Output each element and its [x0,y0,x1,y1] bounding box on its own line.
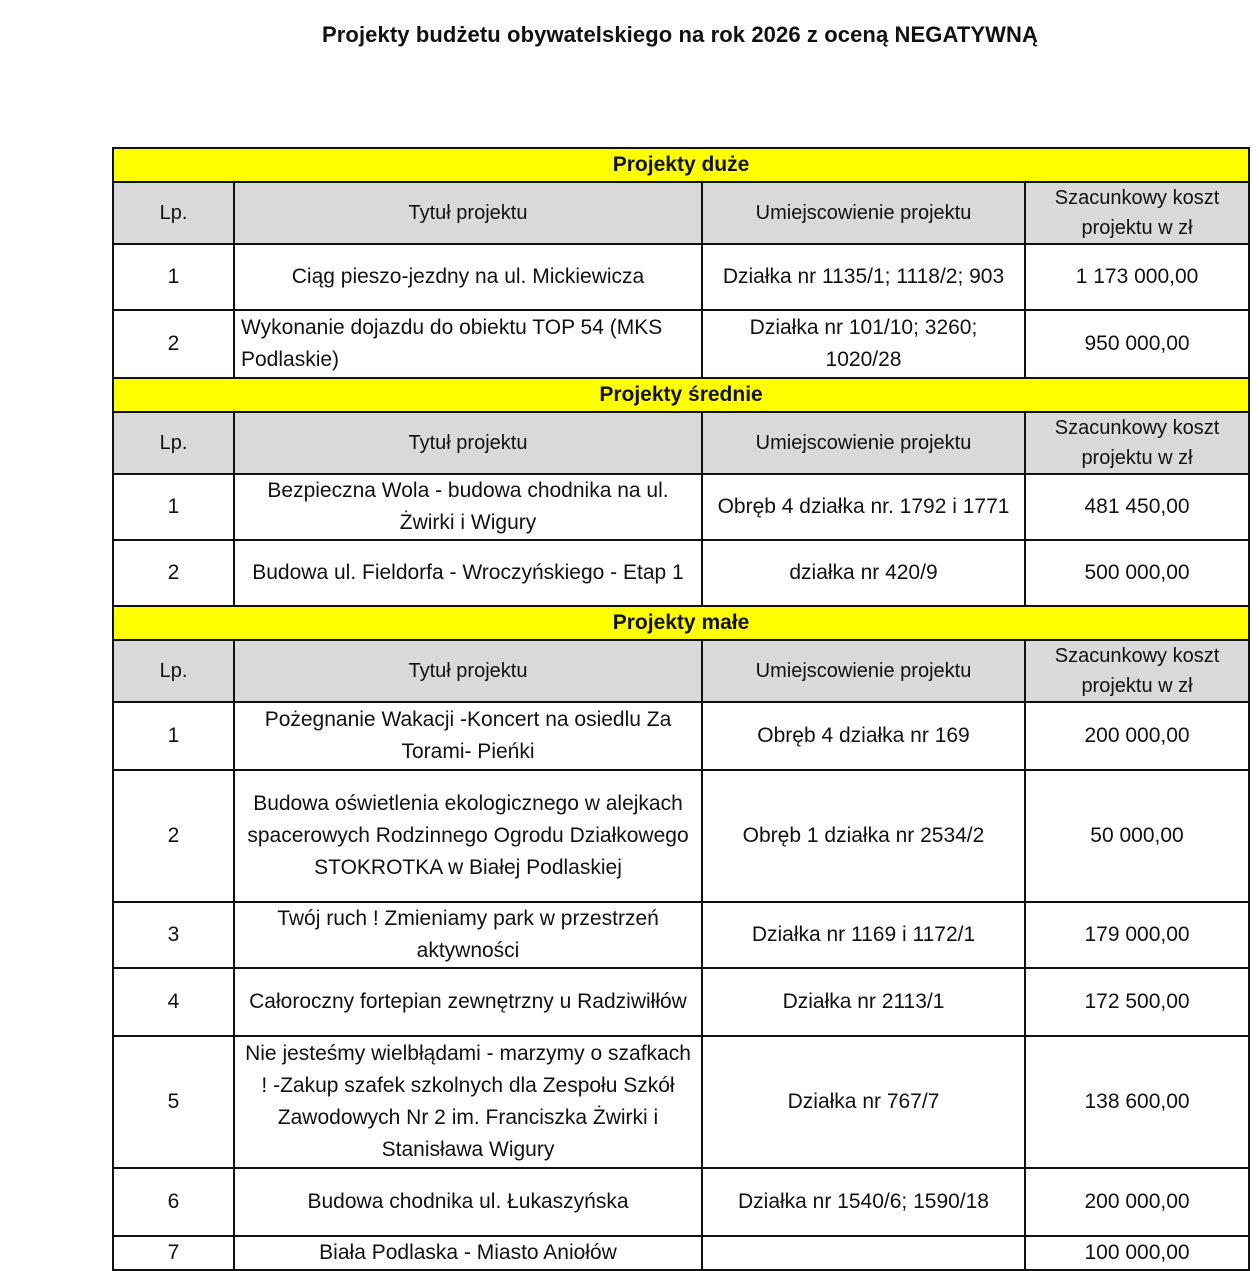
table-row [113,968,1249,1036]
cell-lp: 1 [113,474,234,540]
table-row [113,540,1249,606]
cell-location: Działka nr 1169 i 1172/1 [702,902,1025,968]
page-title: Projekty budżetu obywatelskiego na rok 2026 z oceną NEGATYWNĄ [322,22,1038,47]
table-row [113,1036,1249,1168]
header-title: Tytuł projektu [234,182,702,244]
cell-title: Wykonanie dojazdu do obiektu TOP 54 (MKS Podlaskie) [234,310,702,378]
cell-lp: 3 [113,902,234,968]
cell-location: Obręb 1 działka nr 2534/2 [702,770,1025,902]
cell-cost: 172 500,00 [1025,968,1249,1036]
column-header-row [113,182,1249,244]
cell-lp: 2 [113,540,234,606]
cell-cost: 100 000,00 [1025,1236,1249,1270]
header-location: Umiejscowienie projektu [702,640,1025,702]
table-row [113,244,1249,310]
cell-cost: 138 600,00 [1025,1036,1249,1168]
section-header-medium [113,378,1249,412]
header-cost: Szacunkowy koszt projektu w zł [1025,182,1249,244]
table-row [113,702,1249,770]
section-header-large [113,148,1249,182]
cell-lp: 1 [113,244,234,310]
cell-cost: 200 000,00 [1025,1168,1249,1236]
table-row [113,902,1249,968]
cell-cost: 1 173 000,00 [1025,244,1249,310]
column-header-row [113,640,1249,702]
cell-title: Całoroczny fortepian zewnętrzny u Radziwiłłów [234,968,702,1036]
cell-cost: 179 000,00 [1025,902,1249,968]
section-title: Projekty duże [113,148,1249,182]
table-row [113,770,1249,902]
cell-location: Działka nr 1540/6; 1590/18 [702,1168,1025,1236]
projects-table [112,147,1250,1271]
cell-title: Budowa ul. Fieldorfa - Wroczyńskiego - Etap 1 [234,540,702,606]
header-title: Tytuł projektu [234,640,702,702]
cell-lp: 5 [113,1036,234,1168]
cell-location: Obręb 4 działka nr. 1792 i 1771 [702,474,1025,540]
cell-lp: 7 [113,1236,234,1270]
cell-cost: 50 000,00 [1025,770,1249,902]
table-row [113,1236,1249,1270]
section-title: Projekty średnie [113,378,1249,412]
cell-lp: 4 [113,968,234,1036]
table-row [113,474,1249,540]
cell-cost: 500 000,00 [1025,540,1249,606]
cell-title: Nie jesteśmy wielbłądami - marzymy o szafkach ! -Zakup szafek szkolnych dla Zespołu Szkół Zawodowych Nr 2 im. Franciszka Żwirki i Stanisława Wigury [234,1036,702,1168]
cell-title: Budowa chodnika ul. Łukaszyńska [234,1168,702,1236]
header-cost: Szacunkowy koszt projektu w zł [1025,640,1249,702]
cell-title: Ciąg pieszo-jezdny na ul. Mickiewicza [234,244,702,310]
cell-title: Biała Podlaska - Miasto Aniołów [234,1236,702,1270]
cell-cost: 481 450,00 [1025,474,1249,540]
cell-cost: 950 000,00 [1025,310,1249,378]
cell-location: Działka nr 101/10; 3260; 1020/28 [702,310,1025,378]
header-lp: Lp. [113,182,234,244]
cell-location: Działka nr 1135/1; 1118/2; 903 [702,244,1025,310]
table-row [113,1168,1249,1236]
header-lp: Lp. [113,412,234,474]
cell-location [702,1236,1025,1270]
header-cost: Szacunkowy koszt projektu w zł [1025,412,1249,474]
cell-location: Działka nr 2113/1 [702,968,1025,1036]
header-title: Tytuł projektu [234,412,702,474]
cell-title: Twój ruch ! Zmieniamy park w przestrzeń aktywności [234,902,702,968]
cell-title: Bezpieczna Wola - budowa chodnika na ul. Żwirki i Wigury [234,474,702,540]
cell-title: Pożegnanie Wakacji -Koncert na osiedlu Za Torami- Pieńki [234,702,702,770]
cell-location: działka nr 420/9 [702,540,1025,606]
cell-location: Obręb 4 działka nr 169 [702,702,1025,770]
cell-lp: 6 [113,1168,234,1236]
section-header-small [113,606,1249,640]
table-row [113,310,1249,378]
column-header-row [113,412,1249,474]
cell-title: Budowa oświetlenia ekologicznego w alejkach spacerowych Rodzinnego Ogrodu Działkowego STOKROTKA w Białej Podlaskiej [234,770,702,902]
cell-lp: 2 [113,770,234,902]
cell-lp: 2 [113,310,234,378]
header-location: Umiejscowienie projektu [702,412,1025,474]
header-lp: Lp. [113,640,234,702]
cell-cost: 200 000,00 [1025,702,1249,770]
cell-lp: 1 [113,702,234,770]
cell-location: Działka nr 767/7 [702,1036,1025,1168]
header-location: Umiejscowienie projektu [702,182,1025,244]
section-title: Projekty małe [113,606,1249,640]
